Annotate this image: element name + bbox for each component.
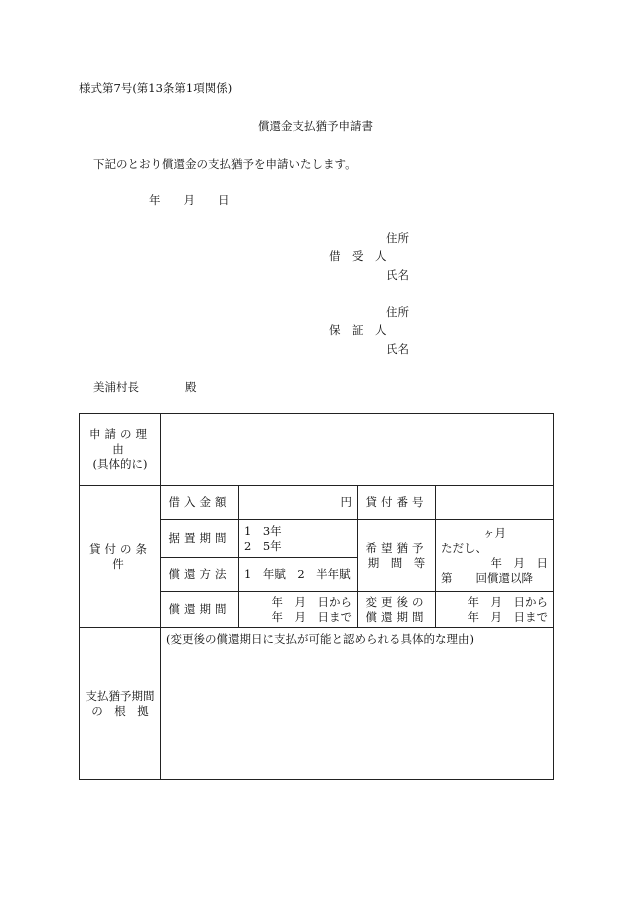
changed-period-label-sub: 償還期間 [365,609,428,624]
guarantor-role: 保 証 人 [329,323,387,337]
changed-period-cell[interactable] [436,592,554,628]
loan-amount-label: 借入金額 [161,486,239,520]
desired-period-label: 希望猶予 [365,540,428,555]
desired-period-cell[interactable] [436,520,554,592]
loan-conditions-label: 貸付の条件 [80,486,161,628]
repayment-method-label: 償還方法 [161,558,239,592]
repayment-period-to: 年 月 日まで [271,609,352,624]
repayment-period-label: 償還期間 [161,592,239,628]
reason-label-sub: (具体的に) [92,457,148,471]
desired-period-label-cell [358,520,436,592]
borrower-name-label: 氏名 [386,268,409,282]
loan-number-cell[interactable] [436,486,554,520]
borrower-address-label: 住所 [386,231,409,245]
addressee: 美浦村長 殿 [93,380,197,394]
changed-period-label: 変更後の [365,594,428,609]
repayment-method-options[interactable]: 1 年賦 2 半年賦 [239,558,358,592]
desired-date: 年 月 日 [490,555,548,570]
deferment-period-label: 据置期間 [161,520,239,558]
desired-period-label-sub: 期 間 等 [367,555,426,570]
basis-label: 支払猶予期間 [85,688,155,703]
document-title: 償還金支払猶予申請書 [258,119,373,133]
basis-note: (変更後の償還期日に支払が可能と認められる具体的な理由) [166,632,474,646]
changed-period-label-cell [358,592,436,628]
borrower-role: 借 受 人 [329,249,387,263]
desired-from: 第 回償還以降 [441,570,533,585]
repayment-period-cell[interactable] [239,592,358,628]
guarantor-address-label: 住所 [386,305,409,319]
loan-amount-cell[interactable] [239,486,358,520]
reason-input-cell[interactable] [161,414,554,486]
date-line: 年 月 日 [149,193,230,207]
form-number: 様式第7号(第13条第1項関係) [79,81,233,95]
loan-amount-unit: 円 [340,495,352,509]
desired-months: ヶ月 [483,525,506,540]
deferment-option-1: 1 3年 [244,523,282,538]
repayment-period-from: 年 月 日から [271,594,352,609]
desired-proviso: ただし、 [441,540,487,555]
basis-label-sub: の 根 拠 [91,703,149,718]
reason-label: 申請の理由 [89,427,151,456]
guarantor-name-label: 氏名 [386,342,409,356]
deferment-options-cell[interactable] [239,520,358,558]
reason-label-cell [80,414,161,486]
intro-text: 下記のとおり償還金の支払猶予を申請いたします。 [93,157,357,171]
changed-period-to: 年 月 日まで [467,609,548,624]
loan-number-label: 貸付番号 [358,486,436,520]
basis-label-cell [80,628,161,780]
changed-period-from: 年 月 日から [467,594,548,609]
basis-input-cell[interactable] [161,628,554,780]
deferment-option-2: 2 5年 [244,538,282,553]
application-table [79,413,554,780]
